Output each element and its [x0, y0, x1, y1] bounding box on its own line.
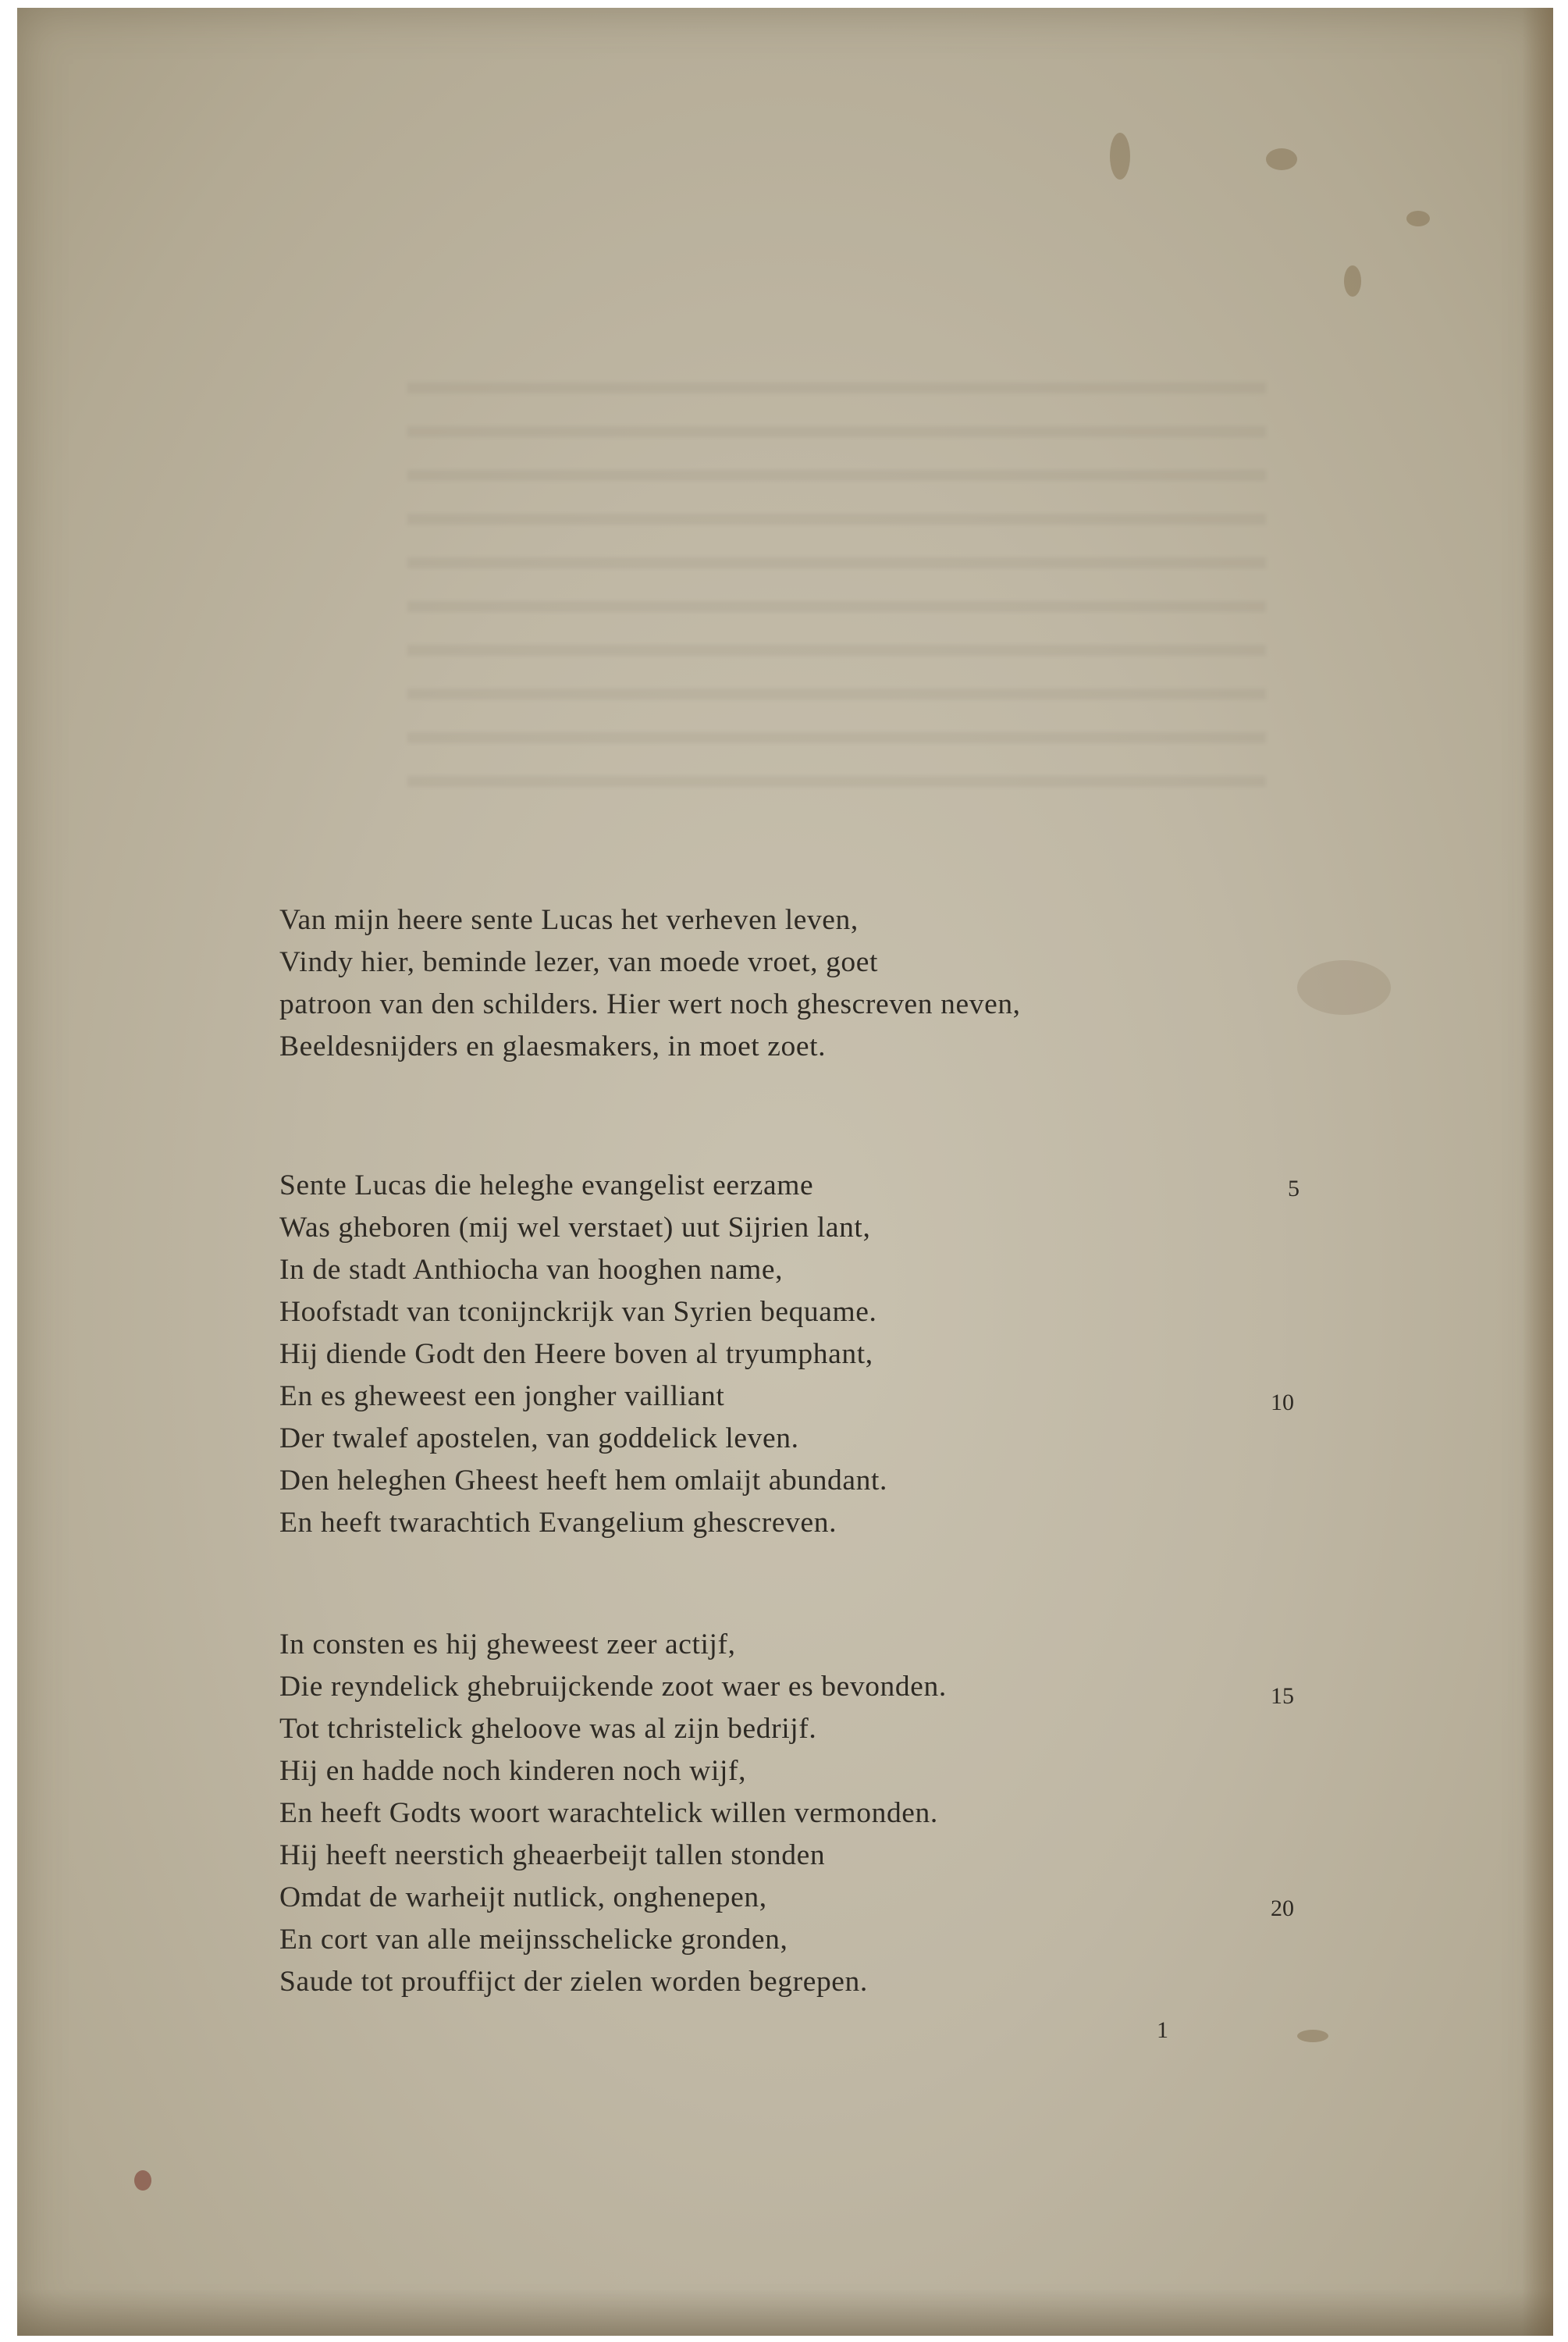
- stanza-two: [279, 1165, 887, 1544]
- poem-line: Beeldesnijders en glaesmakers, in moet zoet.: [279, 1030, 827, 1062]
- stain: [134, 2170, 151, 2191]
- poem-line: Omdat de warheijt nutlick, onghenepen,: [279, 1881, 767, 1913]
- stain: [1344, 265, 1361, 297]
- stain: [1406, 211, 1430, 226]
- poem-line: En heeft twarachtich Evangelium ghescreven.: [279, 1507, 837, 1539]
- poem-line: En es gheweest een jongher vailliant: [279, 1380, 725, 1412]
- poem-line: Vindy hier, beminde lezer, van moede vroet, goet: [279, 946, 879, 978]
- poem-line: Was gheboren (mij wel verstaet) uut Sijrien lant,: [279, 1212, 871, 1244]
- stain: [1297, 960, 1391, 1015]
- poem-line: Die reyndelick ghebruijckende zoot waer es bevonden.: [279, 1671, 947, 1703]
- poem-line: Hij en hadde noch kinderen noch wijf,: [279, 1755, 747, 1787]
- poem-line: Sente Lucas die heleghe evangelist eerzame: [279, 1169, 814, 1201]
- poem-line: En heeft Godts woort warachtelick willen vermonden.: [279, 1797, 938, 1829]
- poem-line: Hij heeft neerstich gheaerbeijt tallen stonden: [279, 1839, 826, 1871]
- poem-line: In consten es hij gheweest zeer actijf,: [279, 1628, 736, 1660]
- line-number: 10: [1271, 1390, 1294, 1415]
- poem-line: Hoofstadt van tconijnckrijk van Syrien bequame.: [279, 1296, 877, 1328]
- poem-line: Saude tot prouffijct der zielen worden begrepen.: [279, 1966, 868, 1998]
- poem-line: Der twalef apostelen, van goddelick leven.: [279, 1422, 799, 1454]
- line-number: 20: [1271, 1895, 1294, 1921]
- show-through-text: [407, 383, 1266, 820]
- stanza-prologue: [279, 899, 1021, 1068]
- poem-line: Den heleghen Gheest heeft hem omlaijt abundant.: [279, 1465, 887, 1497]
- poem-line: patroon van den schilders. Hier wert noch ghescreven neven,: [279, 988, 1021, 1020]
- poem-line: Hij diende Godt den Heere boven al tryumphant,: [279, 1338, 873, 1370]
- line-number: 15: [1271, 1683, 1294, 1709]
- stain: [1266, 148, 1297, 170]
- poem-line: En cort van alle meijnsschelicke gronden,: [279, 1924, 788, 1956]
- stanza-three: [279, 1624, 947, 2003]
- poem-line: In de stadt Anthiocha van hooghen name,: [279, 1254, 784, 1286]
- stain: [1297, 2030, 1328, 2042]
- page-number: 1: [1157, 2017, 1168, 2043]
- stain: [1110, 133, 1130, 180]
- poem-line: Van mijn heere sente Lucas het verheven leven,: [279, 904, 859, 936]
- line-number: 5: [1288, 1176, 1300, 1201]
- book-page: [17, 8, 1553, 2336]
- poem-line: Tot tchristelick gheloove was al zijn bedrijf.: [279, 1713, 817, 1745]
